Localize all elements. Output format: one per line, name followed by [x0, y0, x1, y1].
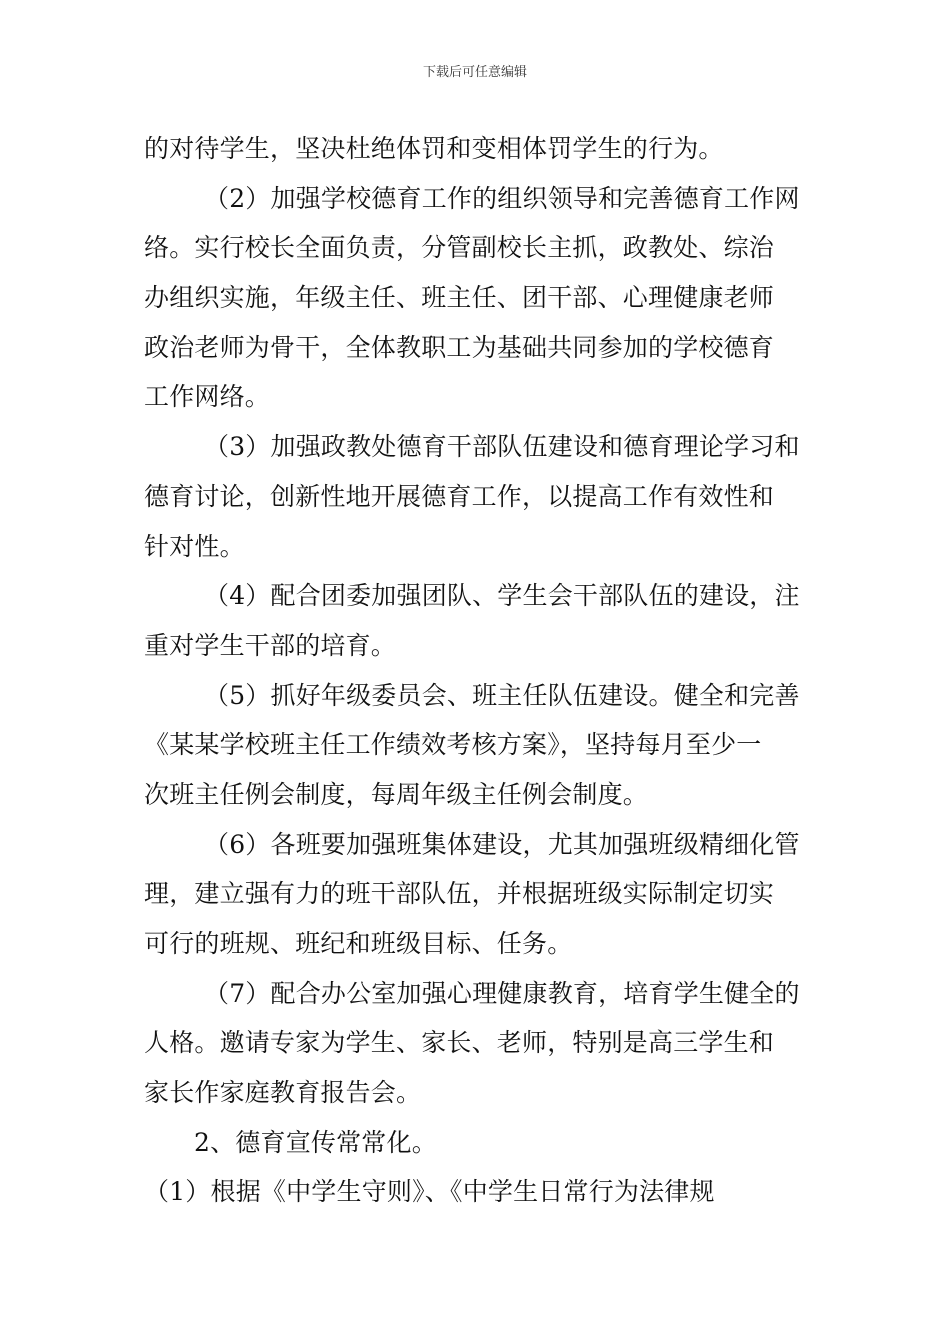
text-line: 《某某学校班主任工作绩效考核方案》，坚持每月至少一: [144, 730, 762, 760]
text-line: 理，建立强有力的班干部队伍，并根据班级实际制定切实: [144, 879, 775, 909]
text-line: 针对性。: [144, 531, 245, 561]
text-line: 次班主任例会制度，每周年级主任例会制度。: [144, 779, 649, 809]
text-line: （7）配合办公室加强心理健康教育，培育学生健全的: [204, 978, 800, 1008]
text-line: （1）根据《中学生守则》、《中学生日常行为法律规: [144, 1177, 715, 1207]
text-line: （6）各班要加强班集体建设，尤其加强班级精细化管: [204, 829, 800, 859]
text-line: 可行的班规、班纪和班级目标、任务。: [144, 929, 573, 958]
section-heading: 2、德育宣传常常化。: [194, 1127, 437, 1157]
text-line: 重对学生干部的培育。: [144, 630, 397, 660]
text-line: （2）加强学校德育工作的组织领导和完善德育工作网: [204, 183, 800, 213]
text-line: 政治老师为骨干，全体教职工为基础共同参加的学校德育: [144, 332, 775, 362]
text-line: （3）加强政教处德育干部队伍建设和德育理论学习和: [204, 432, 800, 462]
text-line: 办组织实施，年级主任、班主任、团干部、心理健康老师: [144, 283, 775, 313]
document-body: [144, 124, 808, 1217]
text-line: （4）配合团委加强团队、学生会干部队伍的建设，注: [204, 581, 800, 611]
text-line: 德育讨论，创新性地开展德育工作，以提高工作有效性和: [144, 481, 775, 511]
text-line: 络。实行校长全面负责，分管副校长主抓，政教处、综治: [144, 233, 775, 263]
page-header: 下载后可任意编辑: [422, 65, 527, 80]
text-line: 工作网络。: [144, 382, 271, 412]
text-line: 人格。邀请专家为学生、家长、老师，特别是高三学生和: [144, 1028, 775, 1058]
text-line: （5）抓好年级委员会、班主任队伍建设。健全和完善: [204, 680, 800, 710]
text-line: 家长作家庭教育报告会。: [144, 1078, 422, 1108]
text-line: 的对待学生，坚决杜绝体罚和变相体罚学生的行为。: [144, 134, 724, 163]
